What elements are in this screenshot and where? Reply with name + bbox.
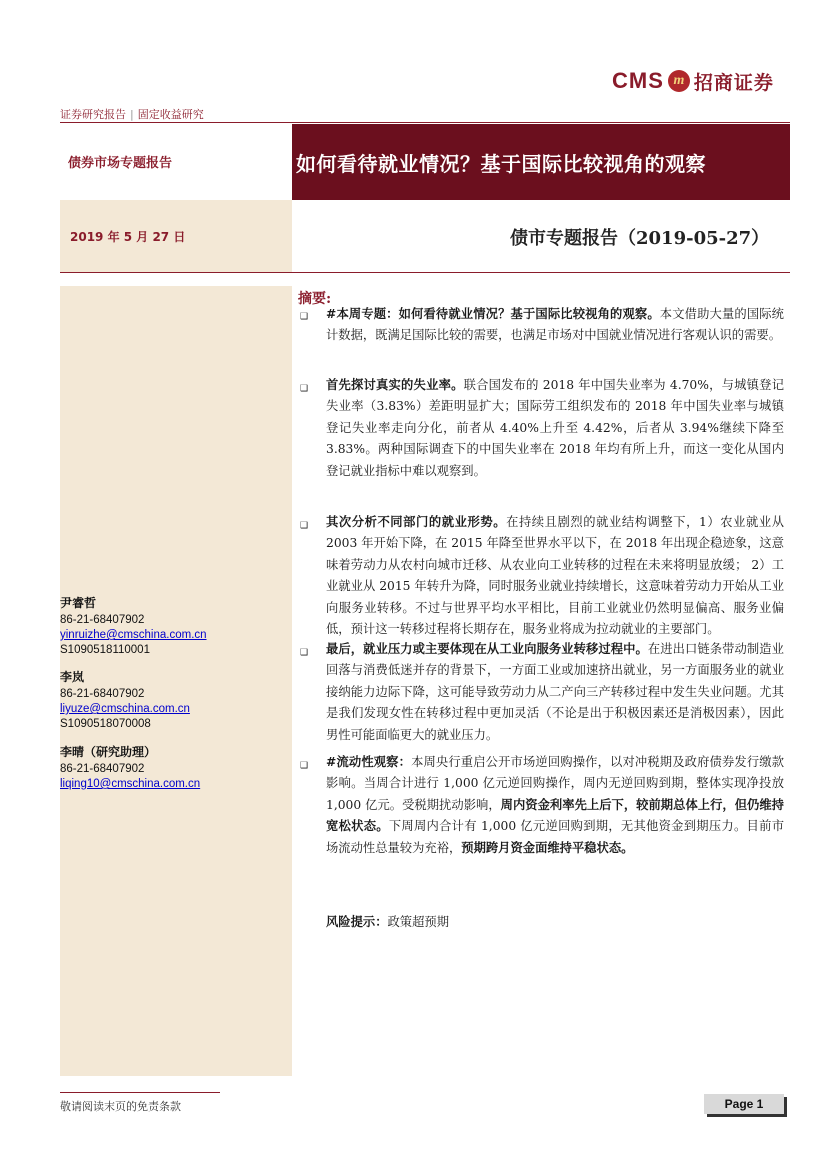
abstract-item [326,639,784,746]
abstract-item [326,512,784,640]
analyst-email-link[interactable]: liyuze@cmschina.com.cn [60,703,190,715]
breadcrumb-right: 固定收益研究 [137,108,204,121]
abstract-item-lead: #流动性观察： [326,755,412,769]
breadcrumb-separator: | [130,108,134,121]
abstract-item-body: 本文借助大量的国际统计数据，既满足国际比较的需要，也满足市场对中国就业情况进行客观认识的需要。 [326,307,784,343]
analyst-phone: 86-21-68407902 [60,688,145,700]
analyst-cert: S1090518070008 [60,718,151,730]
risk-label: 风险提示： [326,915,388,929]
logo-seal-icon: m [668,70,690,92]
abstract-item-lead: 首先探讨真实的失业率。 [326,378,464,392]
analyst-email-link[interactable]: liqing10@cmschina.com.cn [60,778,201,790]
page-title: 如何看待就业情况？基于国际比较视角的观察 [296,152,706,176]
breadcrumb [60,106,204,122]
analyst-card [60,596,292,658]
abstract-heading: 摘要: [298,291,332,307]
bullet-icon: ❑ [300,521,309,531]
bullet-icon: ❑ [300,312,309,322]
abstract-item-body: 本周央行重启公开市场逆回购操作，以对冲税期及政府债券发行缴款影响。当周合计进行 1,000 亿元逆回购操作，周内无逆回购到期，整体实现净投放 1,000 亿元。受税期扰动影响， [326,755,784,812]
header-divider [60,272,790,273]
abstract-item-lead: 最后，就业压力或主要体现在从工业向服务业转移过程中。 [326,642,648,656]
risk-text: 政策超预期 [387,915,449,929]
report-type: 债券市场专题报告 [68,156,173,171]
risk-note [326,912,449,930]
analyst-name: 尹睿哲 [60,596,97,610]
breadcrumb-left: 证券研究报告 [60,108,126,121]
analyst-email-link[interactable]: yinruizhe@cmschina.com.cn [60,629,207,641]
report-subtitle: 债市专题报告（2019-05-27） [510,228,770,249]
abstract-item [326,752,784,859]
page-number: Page 1 [704,1094,784,1114]
abstract-item-body: 在持续且剧烈的就业结构调整下，1）农业就业从 2003 年开始下降，在 2015 年降至世界水平以下，在 2018 年出现企稳迹象，这意味着劳动力从农村向城市迁移、从农业向工业转移的过程在未来将明显放缓； 2）工业就业从 2015 年转升为降，同时服务业就业持续增长，这意味着劳动力开始从工业向服务业转移。不过与世界平均水平相比，目前工业就业仍然明显偏高、服务业偏低，预计这一转移过程将长期存在，服务业将成为拉动就业的主要部门。 [326,515,784,637]
abstract-item [326,304,784,347]
abstract-item-emphasis: 周内资金利率先上后下，较前期总体上行，但仍维持宽松状态。 [326,797,784,834]
report-date: 2019 年 5 月 27 日 [70,230,186,244]
abstract-item-body: 联合国发布的 2018 年中国失业率为 4.70%，与城镇登记失业率（3.83%）差距明显扩大；国际劳工组织发布的 2018 年中国失业率与城镇登记失业率走向分化，前者从 4.40%上升至 4.42%，后者从 3.94%继续下降至 3.83%。两种国际调查下的中国失业率在 2018 年均有所上升，而这一变化从国内登记就业指标中难以观察到。 [326,378,784,478]
abstract-item-body: 下周周内合计有 1,000 亿元逆回购到期，无其他资金到期压力。目前市场流动性总量较为充裕， [326,819,784,855]
logo-cn-text: 招商证券 [693,71,774,94]
company-logo [612,64,792,98]
bullet-icon: ❑ [300,648,309,658]
analyst-card [60,670,292,732]
abstract-item-body: 在进出口链条带动制造业回落与消费低迷并存的背景下，一方面工业或加速挤出就业，另一方面服务业的就业接纳能力边际下降，这可能导致劳动力从二产向三产转移过程中发生失业问题。尤其是我们发现女性在转移过程中更加灵活（不论是出于积极因素还是消极因素），因此男性可能面临更大的就业压力。 [326,642,784,742]
abstract-item-lead: #本周专题：如何看待就业情况？基于国际比较视角的观察。 [326,307,660,321]
analyst-name: 李岚 [60,670,85,684]
bullet-icon: ❑ [300,761,309,771]
analyst-name: 李晴（研究助理） [60,745,157,759]
analyst-phone: 86-21-68407902 [60,614,145,626]
top-divider [60,122,790,123]
logo-cms-text: CMS [612,68,664,93]
abstract-item [326,375,784,482]
abstract-item-lead: 其次分析不同部门的就业形势。 [326,515,507,529]
analyst-cert: S1090518110001 [60,644,150,656]
bullet-icon: ❑ [300,384,309,394]
footer-divider [60,1092,220,1093]
abstract-item-emphasis: 预期跨月资金面维持平稳状态。 [461,840,634,855]
analyst-card [60,745,292,792]
footer-disclaimer: 敬请阅读末页的免责条款 [60,1100,181,1113]
analyst-phone: 86-21-68407902 [60,763,145,775]
